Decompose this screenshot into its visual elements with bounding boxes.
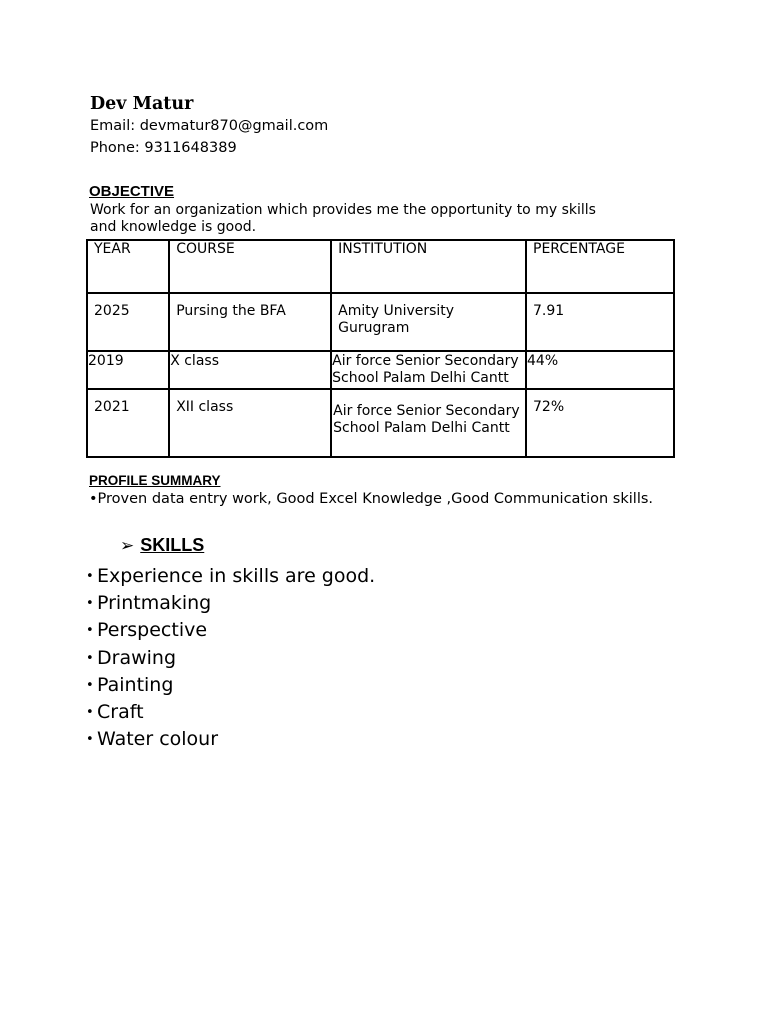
table-row <box>87 293 674 351</box>
cell-year: 2025 <box>87 293 169 351</box>
resume-name: Dev Matur <box>90 94 194 114</box>
header-cell-institution: INSTITUTION <box>331 240 526 293</box>
header-cell-year: YEAR <box>87 240 169 293</box>
bullet-icon: • <box>86 705 94 721</box>
cell-year: 2019 <box>87 351 169 389</box>
cell-institution: Air force Senior Secondary School Palam Delhi Cantt <box>331 389 526 457</box>
cell-percentage: 7.91 <box>526 293 674 351</box>
list-item: • Water colour <box>86 726 375 753</box>
skills-list <box>86 563 375 753</box>
profile-summary-text: •Proven data entry work, Good Excel Knowledge ,Good Communication skills. <box>89 491 654 507</box>
email-line: Email: devmatur870@gmail.com <box>90 118 329 134</box>
cell-percentage: 72% <box>526 389 674 457</box>
cell-course: Pursing the BFA <box>169 293 331 351</box>
cell-percentage: 44% <box>526 351 674 389</box>
table-header-row <box>87 240 674 293</box>
header-cell-course: COURSE <box>169 240 331 293</box>
list-item: • Perspective <box>86 617 375 644</box>
bullet-icon: • <box>86 623 94 639</box>
cell-institution: Amity University Gurugram <box>331 293 526 351</box>
table-row <box>87 389 674 457</box>
phone-line: Phone: 9311648389 <box>90 140 237 156</box>
skills-heading-label: SKILLS <box>140 535 205 555</box>
list-item: • Drawing <box>86 645 375 672</box>
cell-course: X class <box>169 351 331 389</box>
cell-institution: Air force Senior Secondary School Palam Delhi Cantt <box>331 351 526 389</box>
bullet-icon: • <box>86 677 94 693</box>
profile-summary-heading: PROFILE SUMMARY <box>89 473 221 488</box>
skills-heading <box>120 535 204 556</box>
list-item: • Experience in skills are good. <box>86 563 375 590</box>
objective-line-2: and knowledge is good. <box>90 219 257 235</box>
cell-year: 2021 <box>87 389 169 457</box>
list-item: • Printmaking <box>86 590 375 617</box>
objective-line-1: Work for an organization which provides me the opportunity to my skills <box>90 202 596 218</box>
objective-heading: OBJECTIVE <box>89 183 175 200</box>
bullet-icon: • <box>86 569 94 584</box>
table-row <box>87 351 674 389</box>
bullet-icon: • <box>86 596 94 612</box>
cell-course: XII class <box>169 389 331 457</box>
bullet-icon: • <box>86 650 94 666</box>
education-table <box>86 239 675 458</box>
list-item: • Craft <box>86 699 375 726</box>
list-item: • Painting <box>86 672 375 699</box>
header-cell-percentage: PERCENTAGE <box>526 240 674 293</box>
arrow-bullet-icon: ➢ <box>120 536 135 556</box>
objective-text <box>90 202 610 236</box>
bullet-icon: • <box>86 732 94 748</box>
